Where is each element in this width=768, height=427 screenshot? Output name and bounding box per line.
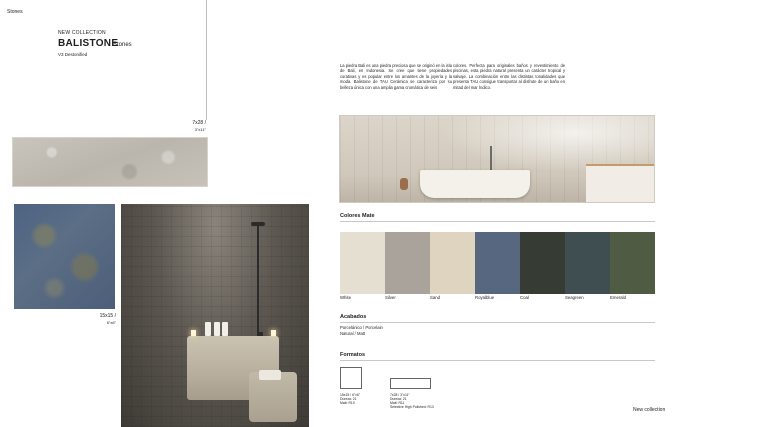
swatch-seagreen [565, 232, 610, 294]
collection-subtitle: Stones [113, 42, 132, 48]
bottle [222, 322, 228, 336]
swatch-name-emerald: Emerald [610, 295, 627, 300]
bottle [205, 322, 211, 336]
format-long-spec-detail-3: Selective High Polished: R13 [390, 405, 434, 409]
tile-sample-square [14, 204, 115, 309]
format-outline-long [390, 378, 431, 389]
shower-pipe [257, 222, 259, 332]
format-square-size-imperial: 6"x6" [106, 319, 116, 325]
finishes-heading: Acabados [340, 314, 367, 320]
formats-rule [340, 360, 655, 361]
format-outline-square [340, 367, 362, 389]
format-square-spec-size: 15x15 / 6"x6" [340, 393, 360, 397]
bottle [214, 322, 220, 336]
swatch-name-silver: Silver [385, 295, 396, 300]
section-tab: Stones [7, 9, 23, 15]
swatch-white [340, 232, 385, 294]
candle [271, 330, 276, 336]
faucet [490, 146, 492, 172]
description-column-2: colores. Perfecta para originales baños y revestimiento de piscinas, esta piedra natural presenta un carácter tropical y salvaje. La combinación entre las distintas tonalidades que presenta TAU consigue transportar al disfrute de un baño en mitad del mar Índico. [453, 63, 565, 90]
collection-title: BALISTONE [58, 38, 119, 49]
finishes-line-1: Porcelánico / Porcelain [340, 325, 383, 330]
swatch-royalblue [475, 232, 520, 294]
format-long-spec-detail-2: Matt: R11 [390, 401, 405, 405]
swatch-name-royalblue: Royalblue [475, 295, 495, 300]
swatch-silver [385, 232, 430, 294]
footer-label: New collection [633, 407, 666, 413]
swatch-name-sand: Sand [430, 295, 441, 300]
tile-sample-long [12, 137, 208, 187]
vase [400, 178, 408, 190]
format-square-size: 15x15 / [99, 313, 116, 319]
collection-kicker: NEW COLLECTION [58, 30, 106, 36]
finishes-line-2: Natural / Matt [340, 331, 366, 336]
formats-heading: Formatos [340, 352, 366, 358]
swatch-emerald [610, 232, 655, 294]
format-square-label [80, 314, 116, 325]
swatch-name-white: White [340, 295, 351, 300]
bathtub [420, 170, 530, 198]
format-square-spec-detail-2: Matt: R10 [340, 401, 355, 405]
bathroom-photo [339, 115, 655, 203]
swatch-name-coal: Coal [520, 295, 529, 300]
swatch-name-seagreen: Seagreen [565, 295, 584, 300]
towel [259, 370, 281, 380]
format-long-size: 7x28 / [192, 120, 206, 126]
format-long-size-imperial: 3"x11" [194, 126, 206, 132]
candle [191, 330, 196, 336]
swatch-sand [430, 232, 475, 294]
format-square-spec [340, 393, 360, 405]
finishes-rule [340, 322, 655, 323]
format-long-spec [390, 393, 434, 409]
shower-scene-photo [121, 204, 309, 427]
format-long-spec-size: 7x28 / 3"x11" [390, 393, 410, 397]
page-divider [206, 0, 207, 120]
format-square-spec-detail-1: Dureza: 21 [340, 397, 357, 401]
vanity [586, 164, 655, 203]
format-long-spec-detail-1: Dureza: 21 [390, 397, 407, 401]
collection-variant: V3 Destonified [58, 52, 88, 57]
format-long-label [180, 121, 206, 132]
description-column-1: La piedra Bali es una piedra preciosa que se originó en la isla de Bali, en Indonesia. Se cree que tiene propiedades curativas y es popular entre los amantes de la joyería y la moda. Balistone de TAU Cerámica se caracteriza por su belleza única con una amplia gama cromática de seis [340, 63, 452, 90]
swatch-coal [520, 232, 565, 294]
colors-heading: Colores Mate [340, 213, 375, 219]
colors-rule [340, 221, 655, 222]
